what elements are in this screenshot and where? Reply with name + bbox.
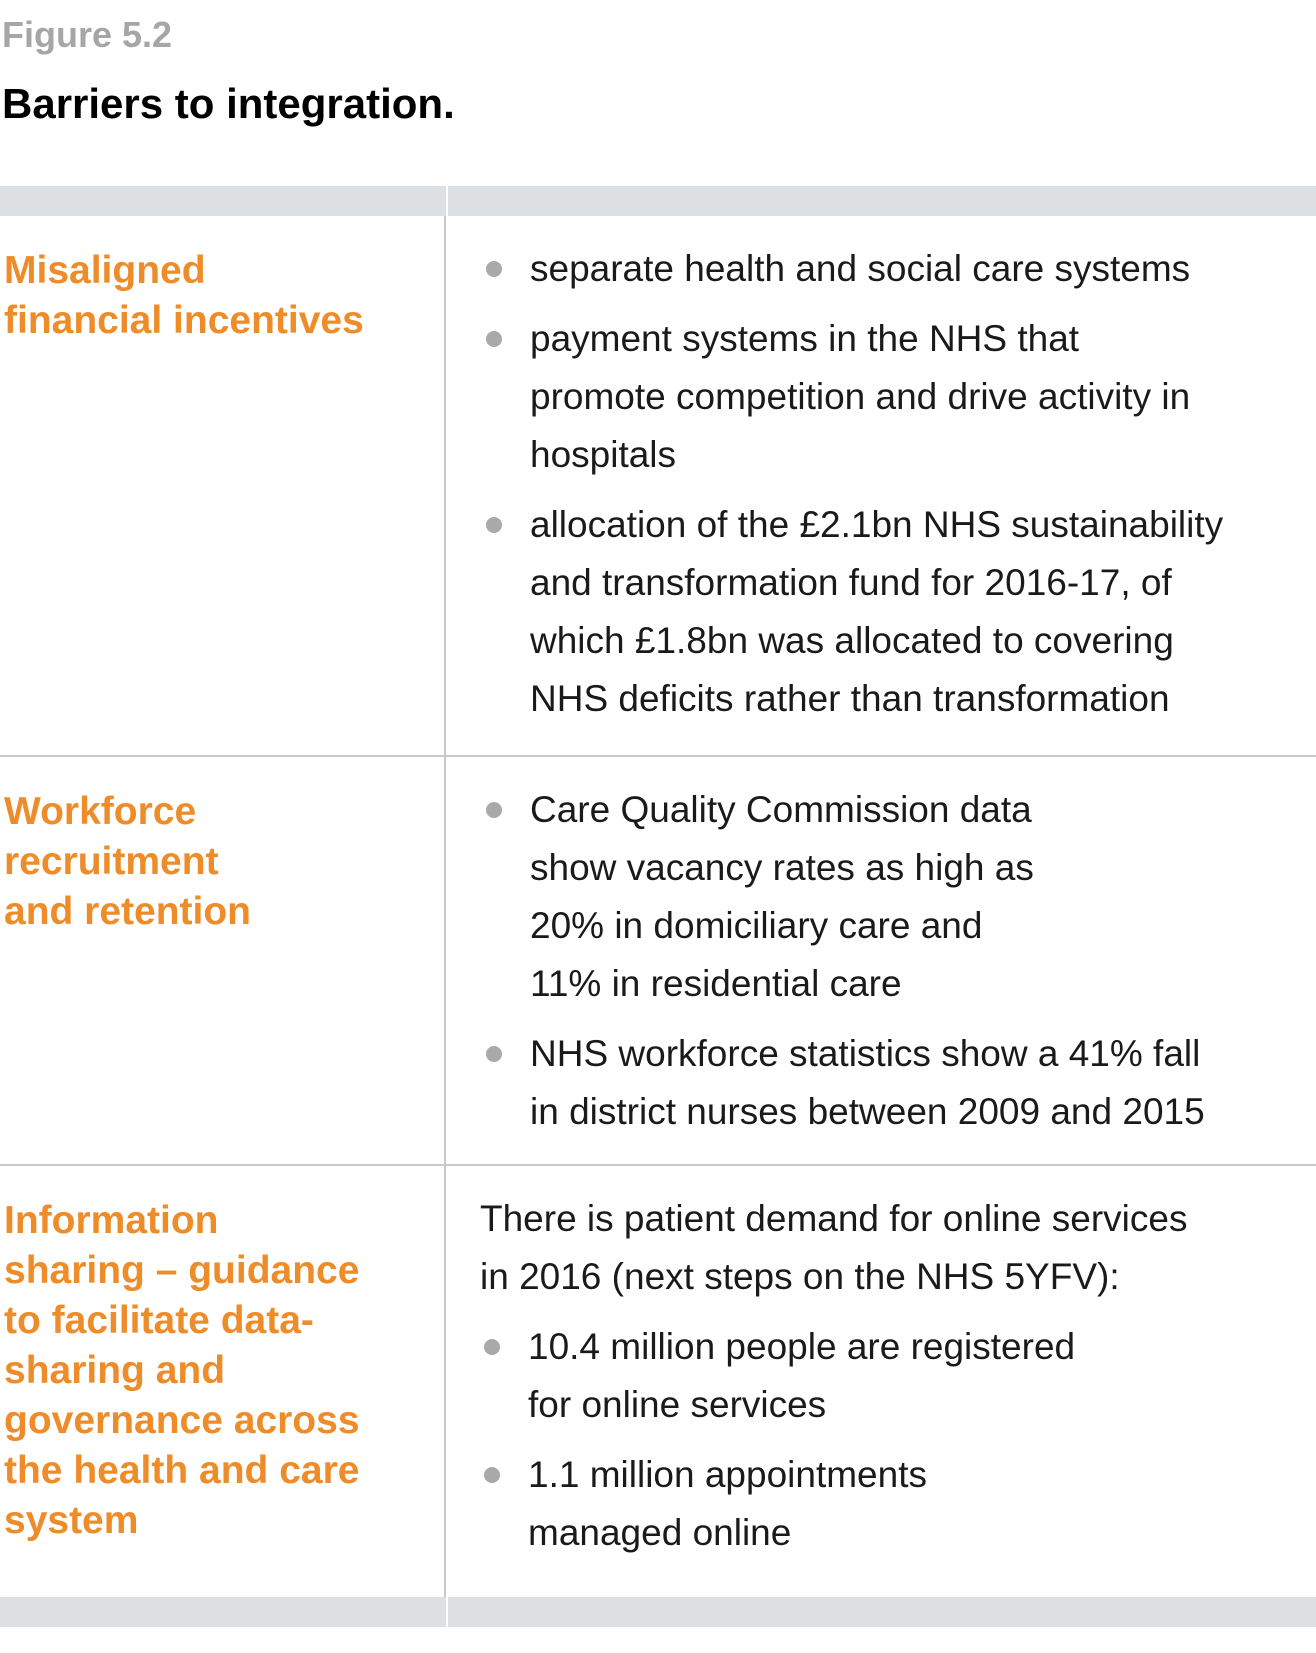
heading-line: financial incentives xyxy=(4,299,364,342)
heading-line: system xyxy=(4,1499,139,1542)
row-content xyxy=(446,1166,1316,1597)
item-line: 20% in domiciliary care and xyxy=(530,905,983,946)
figure-label: Figure 5.2 xyxy=(2,14,173,55)
item-line: separate health and social care systems xyxy=(530,248,1191,289)
item-line: and transformation fund for 2016-17, of xyxy=(530,562,1172,603)
bullet-item xyxy=(482,240,1296,298)
row-content xyxy=(446,757,1316,1164)
bullet-dot-icon xyxy=(484,1339,500,1355)
heading-line: sharing – guidance xyxy=(4,1249,360,1292)
item-line: show vacancy rates as high as xyxy=(530,847,1034,888)
bullet-item xyxy=(482,1025,1296,1141)
intro-line: There is patient demand for online services xyxy=(480,1198,1188,1239)
row-content xyxy=(446,216,1316,755)
table-top-band xyxy=(0,186,1316,216)
intro-text xyxy=(480,1190,1296,1306)
item-line: 11% in residential care xyxy=(530,963,902,1004)
item-line: NHS deficits rather than transformation xyxy=(530,678,1170,719)
item-line: 1.1 million appointments xyxy=(528,1454,927,1495)
item-line: for online services xyxy=(528,1384,827,1425)
heading-line: sharing and xyxy=(4,1349,226,1392)
heading-line: Misaligned xyxy=(4,249,206,292)
bullet-dot-icon xyxy=(486,1046,502,1062)
bullet-dot-icon xyxy=(486,802,502,818)
item-line: 10.4 million people are registered xyxy=(528,1326,1076,1367)
bullet-item xyxy=(482,781,1296,1013)
item-line: in district nurses between 2009 and 2015 xyxy=(530,1091,1205,1132)
item-line: which £1.8bn was allocated to covering xyxy=(530,620,1174,661)
bullet-item xyxy=(480,1446,1296,1562)
heading-line: the health and care xyxy=(4,1449,360,1492)
table-row-workforce xyxy=(0,757,1316,1166)
heading-line: Workforce xyxy=(4,790,197,833)
bullet-dot-icon xyxy=(486,261,502,277)
item-line: NHS workforce statistics show a 41% fall xyxy=(530,1033,1201,1074)
bullet-item xyxy=(482,310,1296,484)
bullet-dot-icon xyxy=(486,331,502,347)
item-line: allocation of the £2.1bn NHS sustainability xyxy=(530,504,1224,545)
heading-line: recruitment xyxy=(4,840,219,883)
item-line: hospitals xyxy=(530,434,677,475)
table-row-information xyxy=(0,1166,1316,1597)
item-line: Care Quality Commission data xyxy=(530,789,1032,830)
bullet-dot-icon xyxy=(484,1467,500,1483)
item-line: promote competition and drive activity in xyxy=(530,376,1191,417)
row-heading xyxy=(0,216,446,755)
bullet-item xyxy=(480,1318,1296,1434)
row-heading xyxy=(0,757,446,1164)
row-heading xyxy=(0,1166,446,1597)
item-line: managed online xyxy=(528,1512,792,1553)
heading-line: to facilitate data- xyxy=(4,1299,314,1342)
table-row-financial xyxy=(0,216,1316,757)
intro-line: in 2016 (next steps on the NHS 5YFV): xyxy=(480,1256,1120,1297)
heading-line: governance across xyxy=(4,1399,360,1442)
heading-line: and retention xyxy=(4,890,252,933)
figure-title: Barriers to integration. xyxy=(2,80,455,127)
bullet-item xyxy=(482,496,1296,728)
item-line: payment systems in the NHS that xyxy=(530,318,1080,359)
table-bottom-band xyxy=(0,1597,1316,1627)
barriers-table xyxy=(0,186,1316,1627)
heading-line: Information xyxy=(4,1199,219,1242)
bullet-dot-icon xyxy=(486,517,502,533)
